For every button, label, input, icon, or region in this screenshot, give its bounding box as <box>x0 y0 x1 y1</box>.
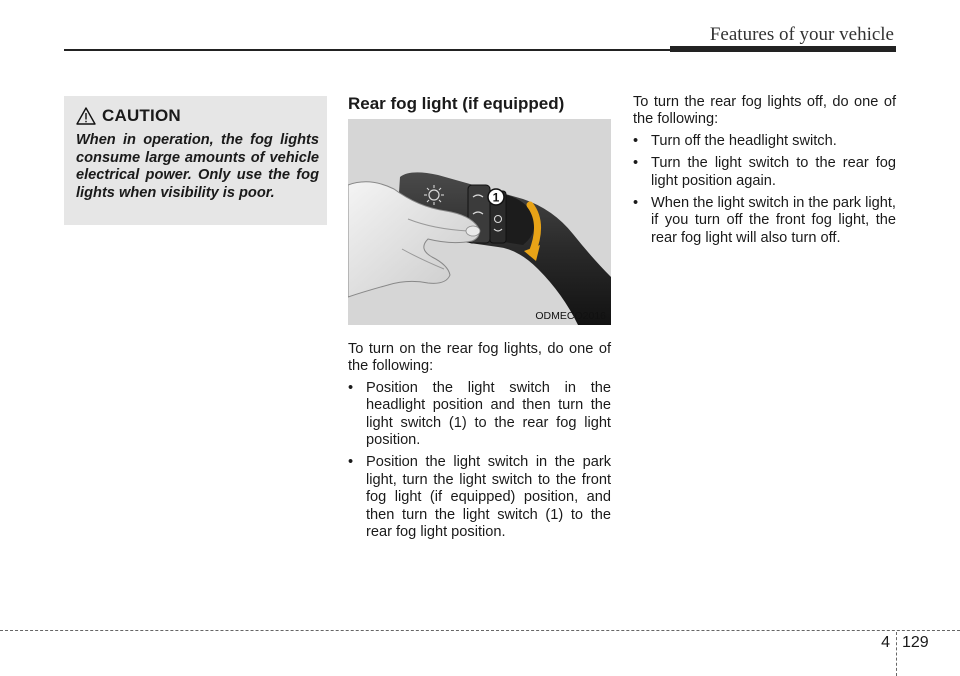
list-item <box>633 155 896 190</box>
turn-on-intro: To turn on the rear fog lights, do one of the following: <box>348 341 611 375</box>
bullet: • <box>633 132 639 149</box>
list-item-text: Turn off the headlight switch. <box>651 132 837 149</box>
caution-header <box>76 106 319 126</box>
turn-on-instructions <box>348 341 611 546</box>
list-item <box>348 380 611 450</box>
callout-number: 1 <box>492 190 500 205</box>
light-switch-figure <box>348 119 611 325</box>
page-number: 129 <box>902 634 929 651</box>
list-item <box>348 454 611 541</box>
bullet: • <box>348 379 354 396</box>
turn-off-instructions <box>633 94 896 252</box>
turn-off-intro: To turn the rear fog lights off, do one of the following: <box>633 94 896 128</box>
header-title: Features of your vehicle <box>709 24 894 45</box>
caution-title: CAUTION <box>102 106 181 125</box>
turn-off-list <box>633 133 896 247</box>
header-rule-accent <box>670 46 896 52</box>
caution-text: When in operation, the fog lights consume large amounts of vehicle electrical power. Only use the fog lights when visibility is poor. <box>76 132 319 201</box>
turn-on-list <box>348 380 611 542</box>
footer-divider <box>896 632 897 676</box>
fog-light-switch-illustration <box>348 119 611 325</box>
list-item-text: Position the light switch in the headlight position and then turn the light switch (1) to the rear fog light position. <box>366 379 611 449</box>
bullet: • <box>633 155 639 172</box>
list-item-text: Position the light switch in the park light, turn the light switch to the front fog light (if equipped) position, and then turn the light switch (1) to the rear fog light position. <box>366 454 611 541</box>
chapter-number: 4 <box>881 634 890 651</box>
list-item-text: When the light switch in the park light, if you turn off the front fog light, the rear fog light will also turn off. <box>651 195 896 246</box>
footer-rule <box>0 630 960 631</box>
warning-triangle-icon <box>76 107 96 125</box>
bullet: • <box>348 454 354 471</box>
caution-box <box>64 96 327 225</box>
list-item <box>633 133 896 150</box>
list-item-text: Turn the light switch to the rear fog light position again. <box>651 155 896 189</box>
figure-code: ODMECO2016 <box>535 310 606 322</box>
section-title: Rear fog light (if equipped) <box>348 94 565 113</box>
bullet: • <box>633 195 639 212</box>
list-item <box>633 195 896 247</box>
